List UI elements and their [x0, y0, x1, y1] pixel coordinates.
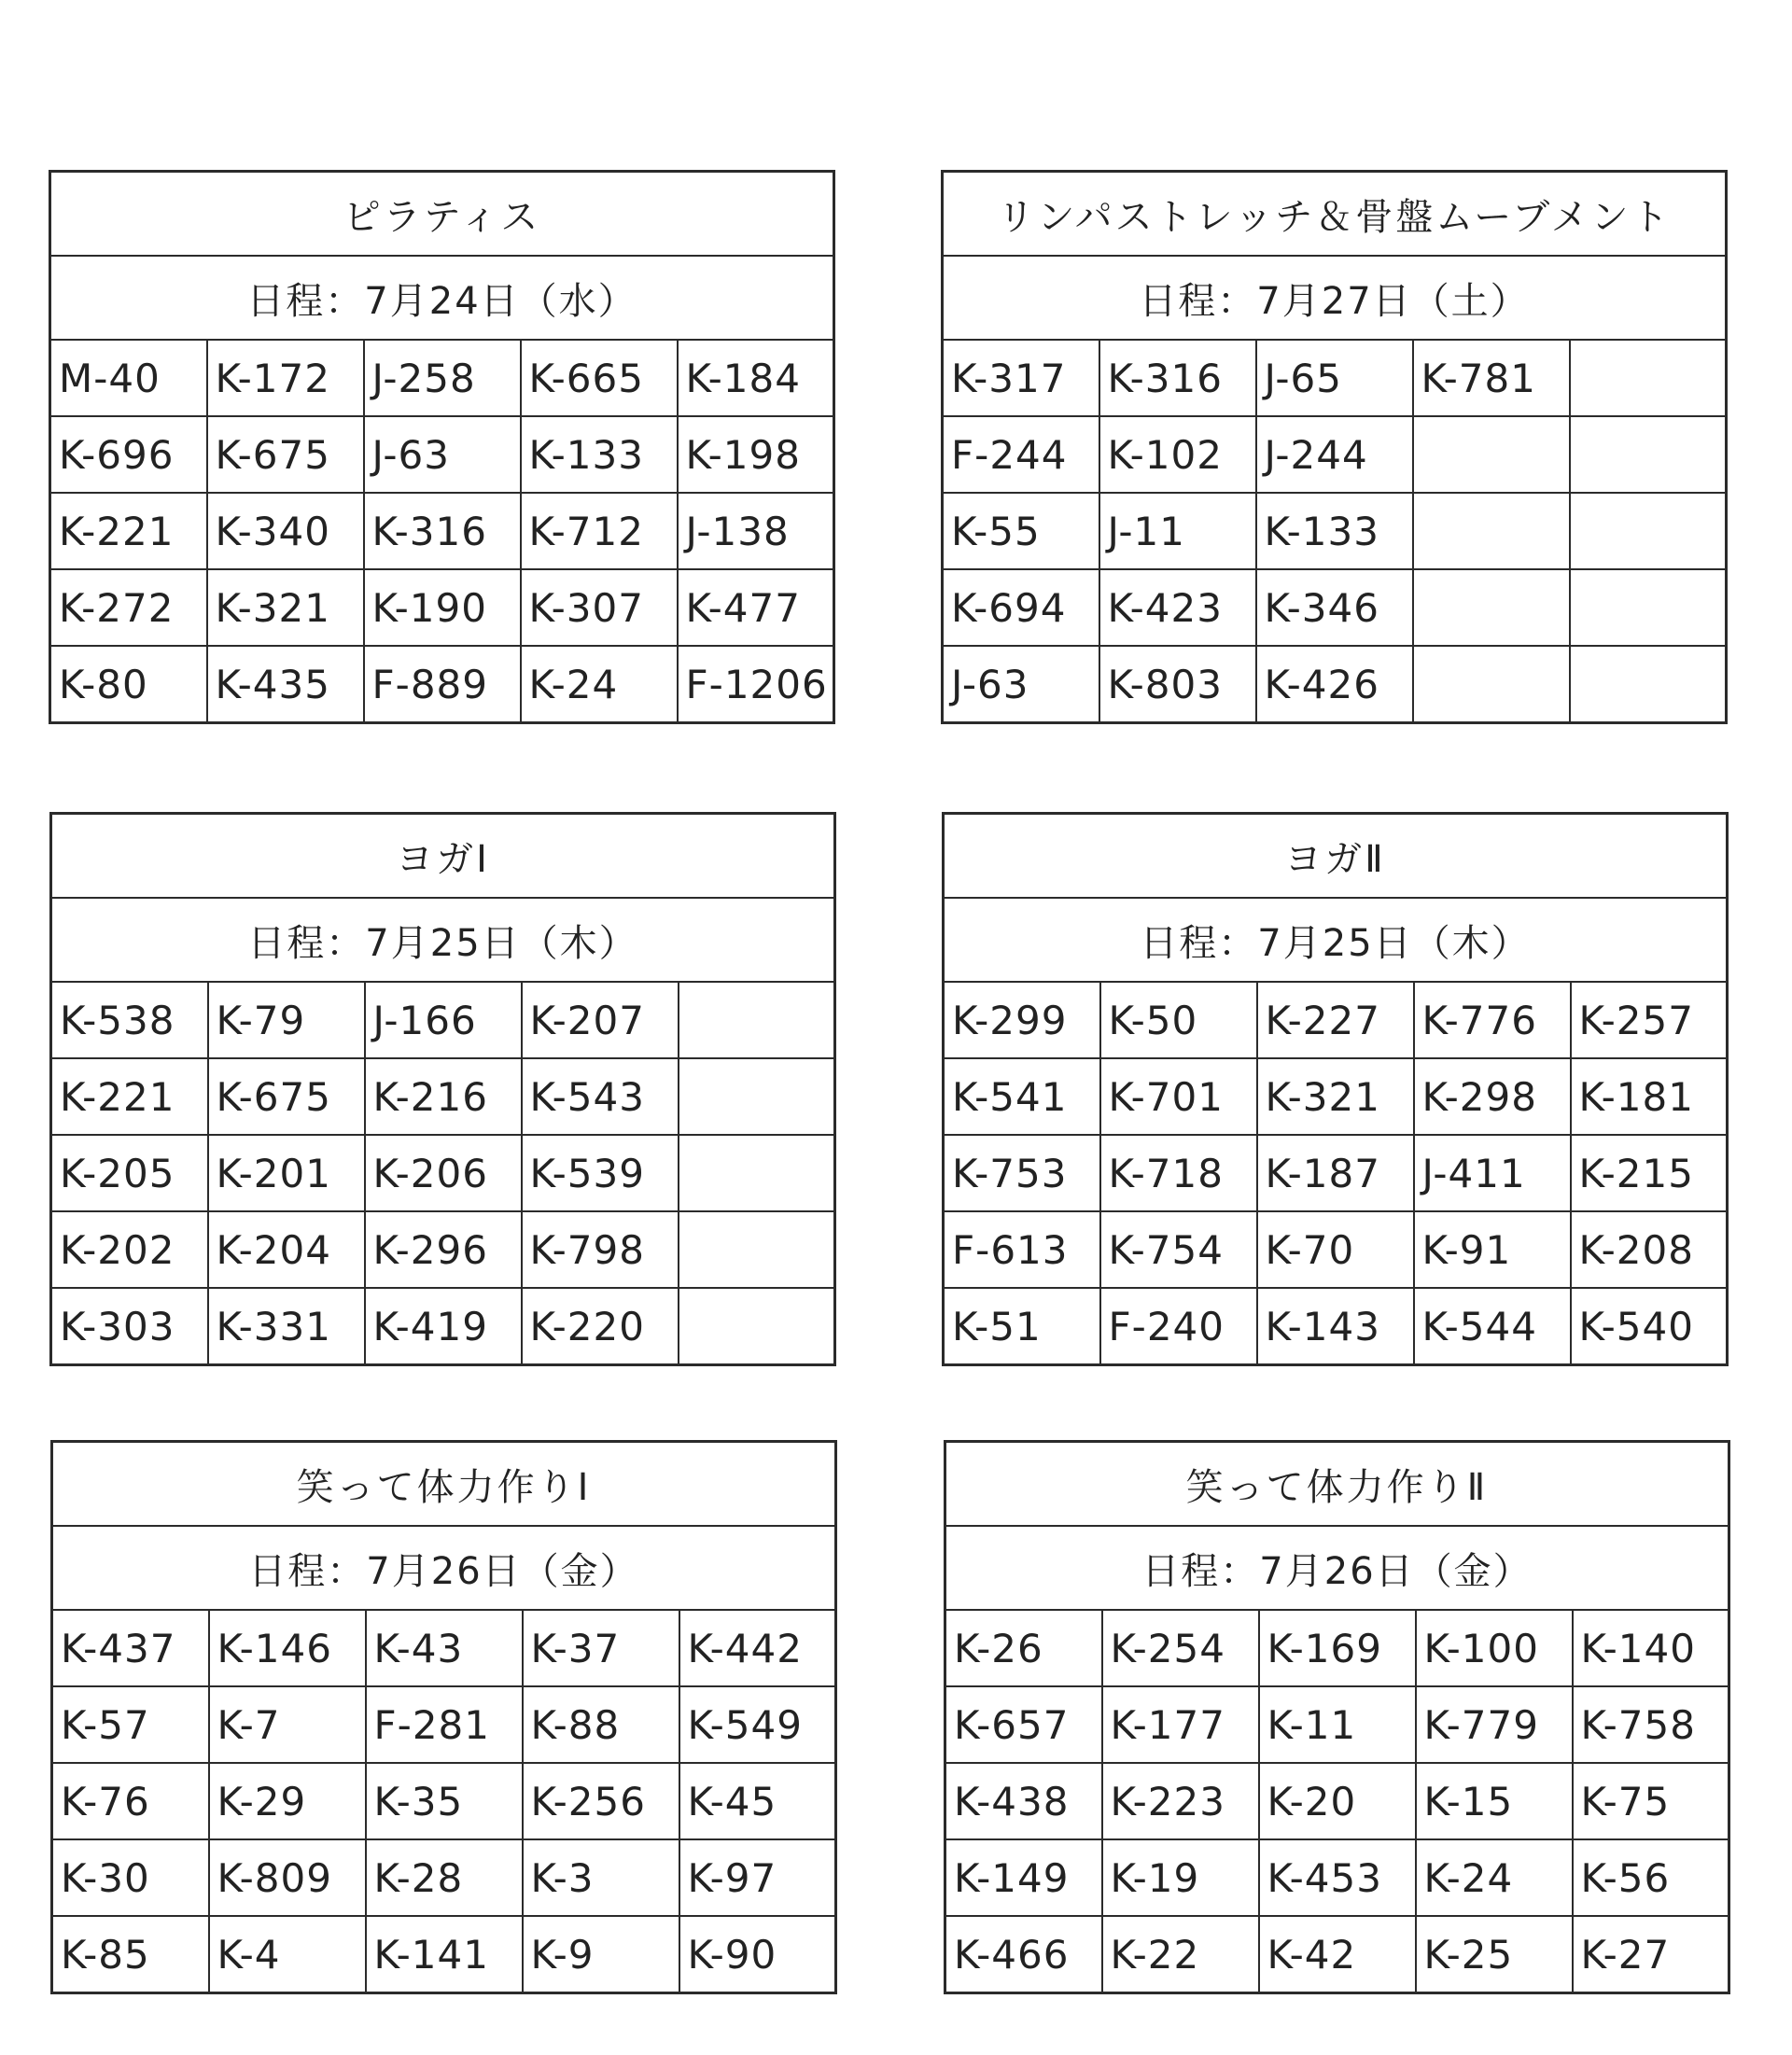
participant-code: J-411	[1414, 1135, 1571, 1211]
table-row	[50, 569, 834, 646]
participant-code: K-754	[1100, 1211, 1257, 1288]
participant-code: K-181	[1571, 1058, 1728, 1135]
participant-code	[1570, 340, 1727, 416]
table-row	[943, 416, 1727, 493]
participant-code: K-221	[51, 1058, 208, 1135]
participant-code: K-781	[1413, 340, 1570, 416]
participant-code: K-701	[1100, 1058, 1257, 1135]
participant-code: K-45	[679, 1763, 836, 1839]
participant-code: K-42	[1259, 1916, 1416, 1993]
participant-code: K-694	[943, 569, 1099, 646]
table-row	[945, 1916, 1729, 1993]
participant-code: K-477	[678, 569, 834, 646]
participant-code: K-435	[207, 646, 364, 723]
class-title: ヨガⅠ	[51, 814, 835, 899]
table-row	[51, 982, 835, 1058]
participant-code: K-30	[52, 1839, 209, 1916]
participant-code: K-675	[208, 1058, 365, 1135]
class-title: リンパストレッチ＆骨盤ムーブメント	[943, 172, 1727, 257]
participant-code: K-202	[51, 1211, 208, 1288]
schedule-date: 日程：7月26日（金）	[945, 1526, 1729, 1610]
table-row	[50, 340, 834, 416]
table-row	[52, 1610, 836, 1686]
participant-code: K-177	[1102, 1686, 1259, 1763]
participant-code: K-538	[51, 982, 208, 1058]
participant-code: K-15	[1416, 1763, 1573, 1839]
schedule-date: 日程：7月25日（木）	[51, 898, 835, 982]
participant-code: K-55	[943, 493, 1099, 569]
participant-code: K-675	[207, 416, 364, 493]
table-row	[51, 1058, 835, 1135]
participant-code: K-298	[1414, 1058, 1571, 1135]
participant-code: K-215	[1571, 1135, 1728, 1211]
participant-code: K-257	[1571, 982, 1728, 1058]
participant-code: K-798	[522, 1211, 679, 1288]
participant-code: J-11	[1099, 493, 1256, 569]
participant-code	[1570, 493, 1727, 569]
table-row	[944, 1135, 1728, 1211]
schedule-date: 日程：7月25日（木）	[944, 898, 1728, 982]
participant-code: K-198	[678, 416, 834, 493]
participant-code	[679, 1288, 835, 1365]
participant-code	[679, 1058, 835, 1135]
participant-code: K-321	[1257, 1058, 1414, 1135]
participant-code: K-216	[365, 1058, 522, 1135]
participant-code: K-544	[1414, 1288, 1571, 1365]
participant-code	[679, 1135, 835, 1211]
participant-code: K-317	[943, 340, 1099, 416]
participant-code: F-613	[944, 1211, 1100, 1288]
schedule-date: 日程：7月27日（土）	[943, 256, 1727, 340]
participant-code: K-718	[1100, 1135, 1257, 1211]
participant-code: K-26	[945, 1610, 1102, 1686]
participant-code: K-37	[523, 1610, 679, 1686]
participant-code: K-56	[1573, 1839, 1729, 1916]
class-title: 笑って体力作りⅠ	[52, 1442, 836, 1527]
participant-code: K-20	[1259, 1763, 1416, 1839]
table-row	[50, 416, 834, 493]
participant-code	[1413, 569, 1570, 646]
schedule-date: 日程：7月24日（水）	[50, 256, 834, 340]
class-title: ヨガⅡ	[944, 814, 1728, 899]
participant-code: K-423	[1099, 569, 1256, 646]
table-row	[945, 1686, 1729, 1763]
participant-code: K-453	[1259, 1839, 1416, 1916]
participant-code: K-9	[523, 1916, 679, 1993]
participant-code: K-776	[1414, 982, 1571, 1058]
participant-code: J-138	[678, 493, 834, 569]
participant-code: K-24	[521, 646, 678, 723]
participant-code: K-28	[366, 1839, 523, 1916]
participant-code: K-316	[1099, 340, 1256, 416]
schedule-table-yoga-2	[942, 812, 1729, 1366]
participant-code: K-223	[1102, 1763, 1259, 1839]
participant-code: K-35	[366, 1763, 523, 1839]
participant-code: K-540	[1571, 1288, 1728, 1365]
table-row	[943, 493, 1727, 569]
participant-code: K-303	[51, 1288, 208, 1365]
table-row	[52, 1686, 836, 1763]
participant-code: K-19	[1102, 1839, 1259, 1916]
schedule-table-laughter-fitness-2	[944, 1440, 1730, 1994]
table-row	[944, 1058, 1728, 1135]
participant-code: J-63	[364, 416, 521, 493]
participant-code: K-712	[521, 493, 678, 569]
participant-code: K-169	[1259, 1610, 1416, 1686]
participant-code: K-779	[1416, 1686, 1573, 1763]
participant-code: K-184	[678, 340, 834, 416]
participant-code: K-141	[366, 1916, 523, 1993]
participant-code: K-442	[679, 1610, 836, 1686]
participant-code: K-190	[364, 569, 521, 646]
participant-code: K-140	[1573, 1610, 1729, 1686]
participant-code: K-3	[523, 1839, 679, 1916]
participant-code: J-65	[1256, 340, 1413, 416]
participant-code: K-97	[679, 1839, 836, 1916]
table-row	[945, 1610, 1729, 1686]
participant-code	[679, 1211, 835, 1288]
participant-code: K-272	[50, 569, 207, 646]
participant-code: K-753	[944, 1135, 1100, 1211]
table-row	[943, 646, 1727, 723]
schedule-table-lymph-stretch	[941, 170, 1728, 724]
table-row	[943, 340, 1727, 416]
participant-code	[1413, 493, 1570, 569]
participant-code: K-346	[1256, 569, 1413, 646]
participant-code: K-205	[51, 1135, 208, 1211]
participant-code: J-258	[364, 340, 521, 416]
participant-code: K-696	[50, 416, 207, 493]
table-row	[944, 982, 1728, 1058]
schedule-table-laughter-fitness-1	[50, 1440, 837, 1994]
participant-code: K-100	[1416, 1610, 1573, 1686]
participant-code: K-220	[522, 1288, 679, 1365]
participant-code: F-889	[364, 646, 521, 723]
participant-code: K-426	[1256, 646, 1413, 723]
participant-code: F-244	[943, 416, 1099, 493]
participant-code: K-79	[208, 982, 365, 1058]
participant-code: K-7	[209, 1686, 366, 1763]
table-row	[50, 493, 834, 569]
participant-code: J-166	[365, 982, 522, 1058]
participant-code: K-307	[521, 569, 678, 646]
participant-code: K-70	[1257, 1211, 1414, 1288]
participant-code: K-172	[207, 340, 364, 416]
participant-code: K-331	[208, 1288, 365, 1365]
participant-code: K-85	[52, 1916, 209, 1993]
table-row	[52, 1839, 836, 1916]
participant-code: K-146	[209, 1610, 366, 1686]
participant-code: K-227	[1257, 982, 1414, 1058]
participant-code	[1570, 416, 1727, 493]
participant-code: K-76	[52, 1763, 209, 1839]
participant-code: K-133	[1256, 493, 1413, 569]
schedule-table-pilates	[49, 170, 835, 724]
participant-code: K-187	[1257, 1135, 1414, 1211]
schedule-table-yoga-1	[49, 812, 836, 1366]
participant-code	[1413, 416, 1570, 493]
participant-code: K-438	[945, 1763, 1102, 1839]
participant-code: K-27	[1573, 1916, 1729, 1993]
class-title: 笑って体力作りⅡ	[945, 1442, 1729, 1527]
table-row	[945, 1839, 1729, 1916]
participant-code: K-102	[1099, 416, 1256, 493]
participant-code: K-149	[945, 1839, 1102, 1916]
participant-code: K-201	[208, 1135, 365, 1211]
table-row	[52, 1916, 836, 1993]
participant-code: K-29	[209, 1763, 366, 1839]
participant-code: K-207	[522, 982, 679, 1058]
participant-code: K-657	[945, 1686, 1102, 1763]
participant-code: K-50	[1100, 982, 1257, 1058]
participant-code: K-57	[52, 1686, 209, 1763]
table-row	[944, 1211, 1728, 1288]
participant-code: K-549	[679, 1686, 836, 1763]
participant-code: F-240	[1100, 1288, 1257, 1365]
participant-code: K-11	[1259, 1686, 1416, 1763]
participant-code: K-80	[50, 646, 207, 723]
table-row	[51, 1135, 835, 1211]
participant-code: K-466	[945, 1916, 1102, 1993]
participant-code: K-437	[52, 1610, 209, 1686]
participant-code: K-316	[364, 493, 521, 569]
participant-code: K-88	[523, 1686, 679, 1763]
participant-code: K-75	[1573, 1763, 1729, 1839]
participant-code: K-809	[209, 1839, 366, 1916]
participant-code: K-51	[944, 1288, 1100, 1365]
participant-code: K-254	[1102, 1610, 1259, 1686]
participant-code: K-43	[366, 1610, 523, 1686]
participant-code: K-340	[207, 493, 364, 569]
participant-code: K-133	[521, 416, 678, 493]
participant-code: F-1206	[678, 646, 834, 723]
table-row	[50, 646, 834, 723]
participant-code: K-541	[944, 1058, 1100, 1135]
participant-code	[1413, 646, 1570, 723]
participant-code: K-90	[679, 1916, 836, 1993]
participant-code	[679, 982, 835, 1058]
participant-code: K-321	[207, 569, 364, 646]
participant-code: K-665	[521, 340, 678, 416]
table-row	[51, 1211, 835, 1288]
class-title: ピラティス	[50, 172, 834, 257]
participant-code: K-206	[365, 1135, 522, 1211]
participant-code: K-299	[944, 982, 1100, 1058]
participant-code: K-543	[522, 1058, 679, 1135]
participant-code: K-419	[365, 1288, 522, 1365]
participant-code: K-204	[208, 1211, 365, 1288]
participant-code: K-143	[1257, 1288, 1414, 1365]
schedule-date: 日程：7月26日（金）	[52, 1526, 836, 1610]
participant-code: K-758	[1573, 1686, 1729, 1763]
participant-code: K-803	[1099, 646, 1256, 723]
table-row	[943, 569, 1727, 646]
participant-code	[1570, 646, 1727, 723]
participant-code: K-22	[1102, 1916, 1259, 1993]
participant-code: K-221	[50, 493, 207, 569]
table-row	[51, 1288, 835, 1365]
participant-code: K-24	[1416, 1839, 1573, 1916]
participant-code: K-296	[365, 1211, 522, 1288]
table-row	[944, 1288, 1728, 1365]
participant-code: M-40	[50, 340, 207, 416]
table-row	[52, 1763, 836, 1839]
participant-code: F-281	[366, 1686, 523, 1763]
participant-code: K-539	[522, 1135, 679, 1211]
participant-code: K-25	[1416, 1916, 1573, 1993]
participant-code: J-63	[943, 646, 1099, 723]
participant-code: K-91	[1414, 1211, 1571, 1288]
participant-code: K-4	[209, 1916, 366, 1993]
participant-code: J-244	[1256, 416, 1413, 493]
participant-code: K-256	[523, 1763, 679, 1839]
participant-code: K-208	[1571, 1211, 1728, 1288]
participant-code	[1570, 569, 1727, 646]
table-row	[945, 1763, 1729, 1839]
